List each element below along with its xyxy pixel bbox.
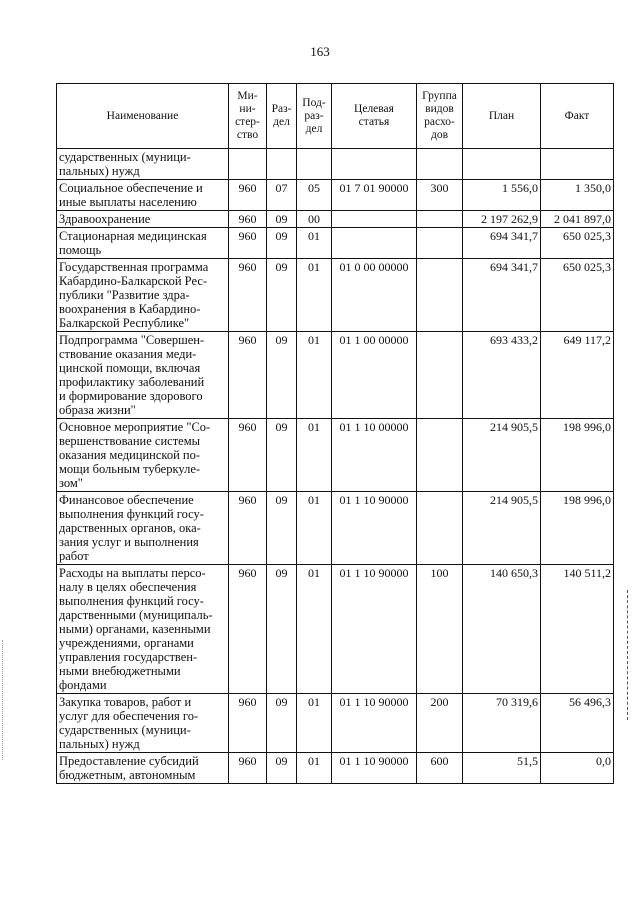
- cell-fact: 1 350,0: [541, 180, 614, 211]
- header-plan: План: [463, 84, 541, 149]
- cell-target: 01 1 10 90000: [332, 753, 417, 784]
- cell-section: 09: [267, 694, 297, 753]
- cell-section: 09: [267, 259, 297, 332]
- header-section: Раз- дел: [267, 84, 297, 149]
- cell-ministry: 960: [229, 492, 267, 565]
- cell-name: Расходы на выплаты персо- налу в целях обеспечения выполнения функций госу- дарственными (муниципаль- ными) органами, казенными учреждениями, органами управления государствен- ными внебюджетными фондами: [57, 565, 229, 694]
- scan-edge-mark-left: [2, 640, 4, 760]
- cell-target: [332, 149, 417, 180]
- cell-name: Основное мероприятие "Со- вершенствование системы оказания медицинской по- мощи больным туберкуле- зом": [57, 419, 229, 492]
- cell-expense-group: 600: [417, 753, 463, 784]
- cell-fact: 198 996,0: [541, 419, 614, 492]
- cell-plan: 70 319,6: [463, 694, 541, 753]
- cell-target: [332, 211, 417, 228]
- header-fact: Факт: [541, 84, 614, 149]
- cell-target: 01 1 00 00000: [332, 332, 417, 419]
- cell-subsection: 05: [297, 180, 332, 211]
- cell-target: 01 1 10 90000: [332, 694, 417, 753]
- cell-expense-group: [417, 149, 463, 180]
- scan-edge-mark: [627, 590, 630, 720]
- cell-expense-group: [417, 228, 463, 259]
- cell-plan: 214 905,5: [463, 419, 541, 492]
- cell-ministry: [229, 149, 267, 180]
- cell-target: 01 1 10 00000: [332, 419, 417, 492]
- table-row: [57, 211, 614, 228]
- cell-subsection: 01: [297, 228, 332, 259]
- cell-expense-group: [417, 211, 463, 228]
- cell-plan: 1 556,0: [463, 180, 541, 211]
- cell-ministry: 960: [229, 228, 267, 259]
- cell-section: 09: [267, 565, 297, 694]
- table-body: [57, 149, 614, 784]
- cell-name: сударственных (муници- пальных) нужд: [57, 149, 229, 180]
- table-row: [57, 180, 614, 211]
- cell-ministry: 960: [229, 211, 267, 228]
- cell-section: 09: [267, 332, 297, 419]
- cell-name: Предоставление субсидий бюджетным, автономным: [57, 753, 229, 784]
- cell-fact: 649 117,2: [541, 332, 614, 419]
- cell-section: 09: [267, 211, 297, 228]
- cell-plan: [463, 149, 541, 180]
- header-ministry: Ми- ни- стер- ство: [229, 84, 267, 149]
- cell-name: Стационарная медицинская помощь: [57, 228, 229, 259]
- cell-plan: 693 433,2: [463, 332, 541, 419]
- table-row: [57, 149, 614, 180]
- cell-name: Закупка товаров, работ и услуг для обеспечения го- сударственных (муници- пальных) нужд: [57, 694, 229, 753]
- table-row: [57, 694, 614, 753]
- cell-name: Государственная программа Кабардино-Балкарской Рес- публики "Развитие здра- воохранения в Кабардино- Балкарской Республике": [57, 259, 229, 332]
- budget-table: [56, 83, 614, 784]
- cell-ministry: 960: [229, 694, 267, 753]
- header-expense-group: Группа видов расхо- дов: [417, 84, 463, 149]
- cell-ministry: 960: [229, 565, 267, 694]
- cell-subsection: 01: [297, 332, 332, 419]
- cell-section: 09: [267, 419, 297, 492]
- cell-plan: 694 341,7: [463, 228, 541, 259]
- cell-section: [267, 149, 297, 180]
- header-name: Наименование: [57, 84, 229, 149]
- cell-name: Подпрограмма "Совершен- ствование оказания меди- цинской помощи, включая профилактику заболеваний и формирование здорового образа жизни": [57, 332, 229, 419]
- cell-expense-group: [417, 492, 463, 565]
- table-header-row: [57, 84, 614, 149]
- cell-target: 01 7 01 90000: [332, 180, 417, 211]
- cell-subsection: 01: [297, 259, 332, 332]
- cell-expense-group: [417, 419, 463, 492]
- cell-fact: 198 996,0: [541, 492, 614, 565]
- cell-ministry: 960: [229, 753, 267, 784]
- cell-fact: 2 041 897,0: [541, 211, 614, 228]
- cell-expense-group: 300: [417, 180, 463, 211]
- cell-plan: 214 905,5: [463, 492, 541, 565]
- cell-target: 01 1 10 90000: [332, 492, 417, 565]
- cell-section: 09: [267, 753, 297, 784]
- cell-fact: 650 025,3: [541, 259, 614, 332]
- page-number: 163: [310, 44, 330, 59]
- cell-plan: 2 197 262,9: [463, 211, 541, 228]
- table-row: [57, 332, 614, 419]
- cell-section: 09: [267, 492, 297, 565]
- cell-section: 07: [267, 180, 297, 211]
- cell-plan: 51,5: [463, 753, 541, 784]
- cell-ministry: 960: [229, 419, 267, 492]
- cell-name: Здравоохранение: [57, 211, 229, 228]
- table-row: [57, 492, 614, 565]
- cell-fact: 140 511,2: [541, 565, 614, 694]
- cell-expense-group: 100: [417, 565, 463, 694]
- cell-expense-group: 200: [417, 694, 463, 753]
- cell-subsection: 00: [297, 211, 332, 228]
- cell-subsection: [297, 149, 332, 180]
- cell-plan: 694 341,7: [463, 259, 541, 332]
- cell-subsection: 01: [297, 419, 332, 492]
- table-row: [57, 259, 614, 332]
- cell-name: Финансовое обеспечение выполнения функций госу- дарственных органов, ока- зания услуг и выполнения работ: [57, 492, 229, 565]
- cell-name: Социальное обеспечение и иные выплаты населению: [57, 180, 229, 211]
- cell-fact: [541, 149, 614, 180]
- cell-ministry: 960: [229, 259, 267, 332]
- cell-expense-group: [417, 259, 463, 332]
- cell-plan: 140 650,3: [463, 565, 541, 694]
- table-row: [57, 753, 614, 784]
- cell-ministry: 960: [229, 332, 267, 419]
- cell-section: 09: [267, 228, 297, 259]
- cell-expense-group: [417, 332, 463, 419]
- cell-subsection: 01: [297, 492, 332, 565]
- header-target: Целевая статья: [332, 84, 417, 149]
- cell-target: 01 0 00 00000: [332, 259, 417, 332]
- cell-ministry: 960: [229, 180, 267, 211]
- table-row: [57, 228, 614, 259]
- cell-target: 01 1 10 90000: [332, 565, 417, 694]
- cell-subsection: 01: [297, 694, 332, 753]
- table-row: [57, 419, 614, 492]
- cell-target: [332, 228, 417, 259]
- cell-fact: 650 025,3: [541, 228, 614, 259]
- cell-fact: 56 496,3: [541, 694, 614, 753]
- table-row: [57, 565, 614, 694]
- cell-subsection: 01: [297, 753, 332, 784]
- cell-subsection: 01: [297, 565, 332, 694]
- header-subsection: Под- раз- дел: [297, 84, 332, 149]
- cell-fact: 0,0: [541, 753, 614, 784]
